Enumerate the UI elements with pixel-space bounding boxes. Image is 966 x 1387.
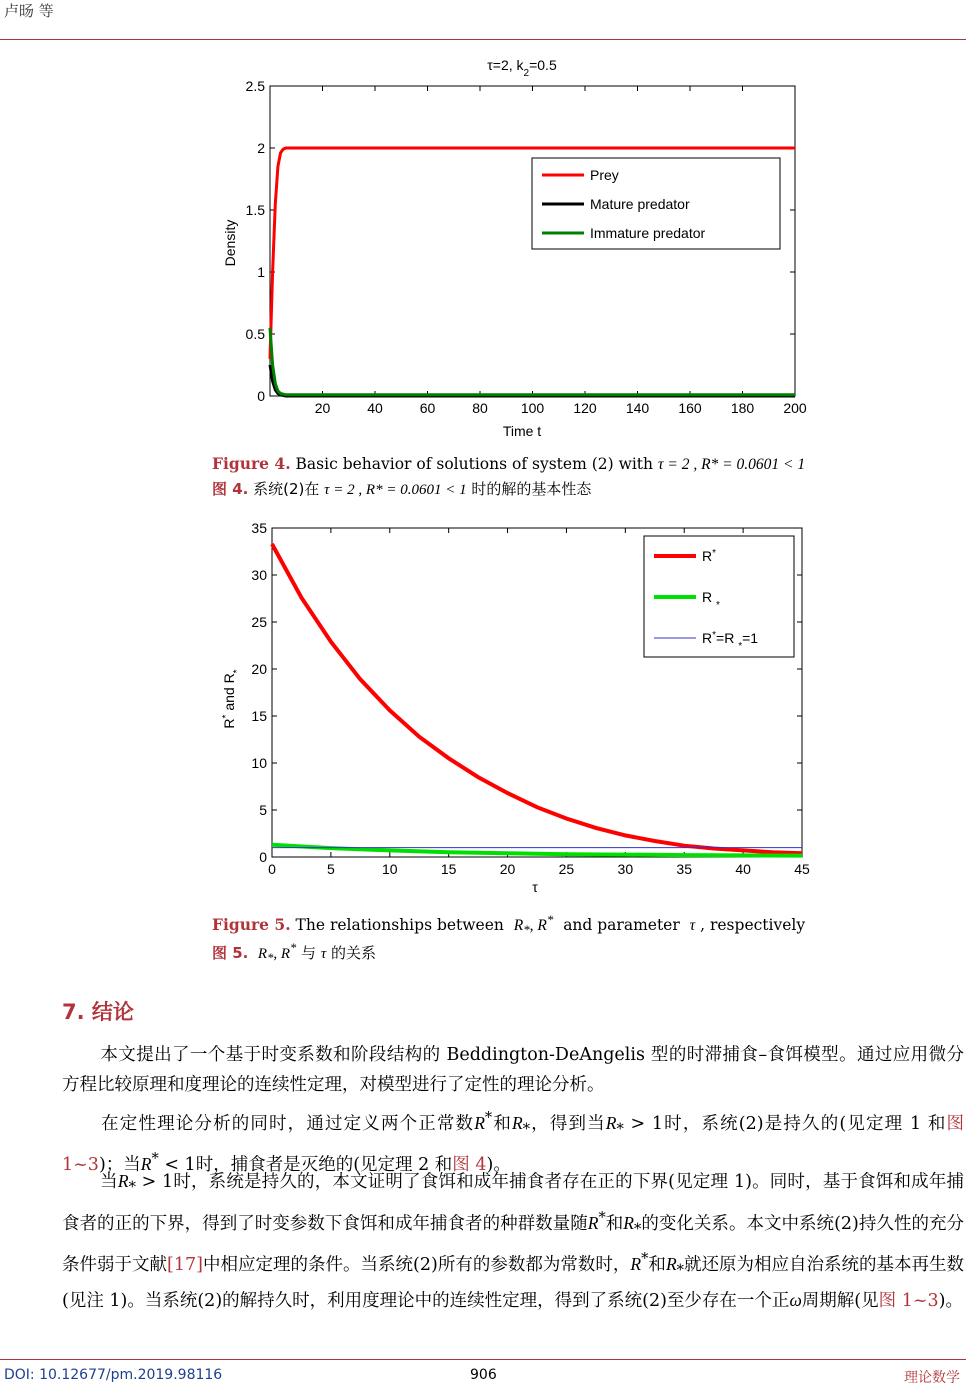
p3-text-d: 的变化关系。本文中系统(2)持久性的充分条件弱于文献	[62, 1213, 965, 1275]
fig4-cap-label: Figure 4.	[212, 454, 291, 473]
y-tick-label: 2.5	[245, 78, 265, 94]
p2-text-g: )。	[486, 1155, 511, 1176]
x-tick-label: 15	[440, 861, 457, 877]
y-tick-label: 0	[259, 849, 267, 865]
p2-text-c: ，得到当	[530, 1113, 606, 1134]
x-tick-label: 20	[499, 861, 516, 877]
fig4-xlabel: Time t	[502, 423, 542, 439]
x-tick-label: 180	[730, 400, 755, 416]
x-tick-label: 160	[678, 400, 702, 416]
link-figure-4[interactable]: 图 4	[452, 1155, 487, 1176]
x-tick-label: 100	[520, 400, 545, 416]
p3-text-i: )。	[938, 1291, 963, 1312]
fig5-cap-label: Figure 5.	[212, 915, 291, 935]
p2-text-a: 在定性理论分析的同时，通过定义两个正常数	[100, 1113, 475, 1134]
p1-text: 本文提出了一个基于时变系数和阶段结构的 Beddington-DeAngelis 型的时滞捕食–食饵模型。通过应用微分方程比较原理和度理论的连续性定理，对模型进行了定性的理论分析。	[62, 1045, 964, 1095]
figure4-caption-en	[212, 454, 805, 474]
fig5-cn-math: $R_*$, R*	[257, 941, 297, 965]
fig5-ylabel: R* and $R_*$	[220, 669, 243, 729]
legend-label: Immature predator	[590, 225, 706, 241]
section-title	[62, 996, 134, 1026]
legend-label: R*	[702, 547, 717, 564]
figure4-caption-cn	[212, 478, 591, 499]
p3-text-b: 时，系统是持久的，本文证明了食饵和成年捕食者存在正的下界(见定理 1)。同时，基于食饵和成年捕食者的正的下界，得到了时变参数下食饵和成年捕食者的种群数量随	[62, 1172, 964, 1234]
fig5-cap-text1: The relationships between	[295, 916, 504, 935]
fig4-cn-math: τ = 2 , R* = 0.0601 < 1	[324, 482, 467, 498]
x-tick-label: 0	[268, 861, 276, 877]
legend-label: Prey	[590, 167, 619, 183]
x-tick-label: 20	[314, 400, 331, 416]
p3-text-a: 当	[100, 1172, 118, 1192]
fig5-cap-text2: and parameter	[563, 916, 680, 935]
fig4-cn-tail: 时的解的基本性态	[471, 480, 592, 498]
p2-text-e: )；当	[98, 1155, 141, 1176]
y-tick-label: 5	[259, 802, 267, 818]
fig4-cn-text: 系统(2)在	[253, 480, 320, 498]
section-name: 结论	[91, 1000, 134, 1024]
fig5-cap-math: $R_*$, R*	[513, 912, 554, 938]
y-tick-label: 2	[257, 140, 265, 156]
figure5-chart	[212, 514, 817, 900]
y-tick-label: 30	[251, 567, 267, 583]
fig4-cap-math: τ = 2 , R* = 0.0601 < 1	[657, 456, 806, 473]
header-rule	[0, 39, 966, 40]
figure5-caption-cn	[212, 941, 376, 966]
legend-label: R $_*$	[702, 589, 720, 611]
y-tick-label: 20	[251, 661, 267, 677]
fig4-cap-text: Basic behavior of solutions of system (2) with	[295, 455, 654, 473]
legend-label: R*=R $_*$=1	[702, 629, 759, 652]
x-tick-label: 45	[794, 861, 810, 877]
link-ref-17[interactable]: [17]	[167, 1254, 203, 1275]
paragraph-3: 当$R_* > 1$时，系统是持久的，本文证明了食饵和成年捕食者存在正的下界(见定理 1)。同时，基于食饵和成年捕食者的正的下界，得到了时变参数下食饵和成年捕食者的种群数量随R*和$R_*$的变化关系。本文中系统(2)持久性的充分条件弱于文献[17]中相应定理的条件。当系统(2)所有的参数都为常数时，R*和$R_*$就还原为相应自治系统的基本再生数(见注 1)。当系统(2)的解持久时，利用度理论中的连续性定理，得到了系统(2)至少存在一个正ω周期解(见图 1~3)。	[62, 1171, 965, 1312]
fig5-cap-tau: τ	[689, 917, 696, 935]
p2-text-d: 时，系统(2)是持久的(见定理 1 和	[663, 1113, 947, 1134]
fig5-xlabel: τ	[532, 879, 538, 895]
x-tick-label: 200	[783, 400, 807, 416]
x-tick-label: 140	[625, 400, 650, 416]
fig5-cn-tail: 的关系	[330, 944, 376, 962]
x-tick-label: 120	[573, 400, 597, 416]
section-number: 7.	[62, 1000, 85, 1024]
x-tick-label: 40	[367, 400, 383, 416]
fig4-ylabel: Density	[222, 219, 238, 267]
x-tick-label: 30	[617, 861, 634, 877]
header-authors: 卢旸 等	[4, 2, 54, 20]
legend-label: Mature predator	[590, 196, 690, 212]
p3-text-c: 和	[605, 1213, 624, 1234]
p2-text-f: 时，捕食者是灭绝的(见定理 2 和	[195, 1155, 453, 1176]
fig4-cn-label: 图 4.	[212, 480, 249, 498]
paragraph-1	[62, 1040, 964, 1100]
figure5-caption-en	[212, 912, 805, 938]
link-figure-1-3-b[interactable]: 图 1~3	[878, 1291, 939, 1312]
x-tick-label: 10	[381, 861, 398, 877]
p2-text-b: 和	[492, 1113, 513, 1134]
p3-text-e: 中相应定理的条件。当系统(2)所有的参数都为常数时，	[202, 1254, 631, 1275]
footer-doi-link[interactable]: DOI: 10.12677/pm.2019.98116	[4, 1367, 223, 1383]
x-tick-label: 25	[558, 861, 575, 877]
figure4-chart	[210, 48, 820, 448]
x-tick-label: 40	[735, 861, 751, 877]
x-tick-label: 5	[326, 861, 335, 877]
x-tick-label: 60	[419, 400, 436, 416]
footer-journal-name: 理论数学	[904, 1370, 960, 1386]
y-tick-label: 35	[251, 520, 267, 536]
fig5-cn-text: 与	[301, 944, 317, 962]
y-tick-label: 15	[251, 708, 267, 724]
p3-text-g: 就还原为相应自治系统的基本再生数(见注 1)。当系统(2)的解持久时，利用度理论中的连续性定理，得到了系统(2)至少存在一个正	[62, 1254, 965, 1312]
x-tick-label: 35	[676, 861, 693, 877]
footer-rule	[0, 1359, 966, 1360]
x-tick-label: 80	[472, 400, 488, 416]
fig5-cn-label: 图 5.	[212, 944, 249, 962]
link-figure-1-3[interactable]: 图 1~3	[62, 1113, 965, 1176]
y-tick-label: 25	[251, 614, 267, 630]
p3-text-f: 和	[648, 1254, 666, 1275]
paragraph-2: 在定性理论分析的同时，通过定义两个正常数R*和$R_*$，得到当$R_* > 1$时，系统(2)是持久的(见定理 1 和图 1~3)；当R* < 1时，捕食者是灭绝的(见定理 2 和图 4)。	[62, 1109, 965, 1176]
fig4-title: τ=2, $k_2=0.5$	[487, 57, 557, 79]
y-tick-label: 0.5	[245, 326, 265, 342]
y-tick-label: 1	[257, 264, 265, 280]
footer-page-number: 906	[470, 1367, 497, 1383]
y-tick-label: 10	[251, 755, 267, 771]
fig5-cap-text3: , respectively	[700, 916, 806, 935]
fig5-cn-tau: τ	[320, 946, 327, 962]
y-tick-label: 1.5	[245, 202, 265, 218]
p3-text-h: 周期解(见	[801, 1291, 879, 1312]
y-tick-label: 0	[257, 388, 265, 404]
